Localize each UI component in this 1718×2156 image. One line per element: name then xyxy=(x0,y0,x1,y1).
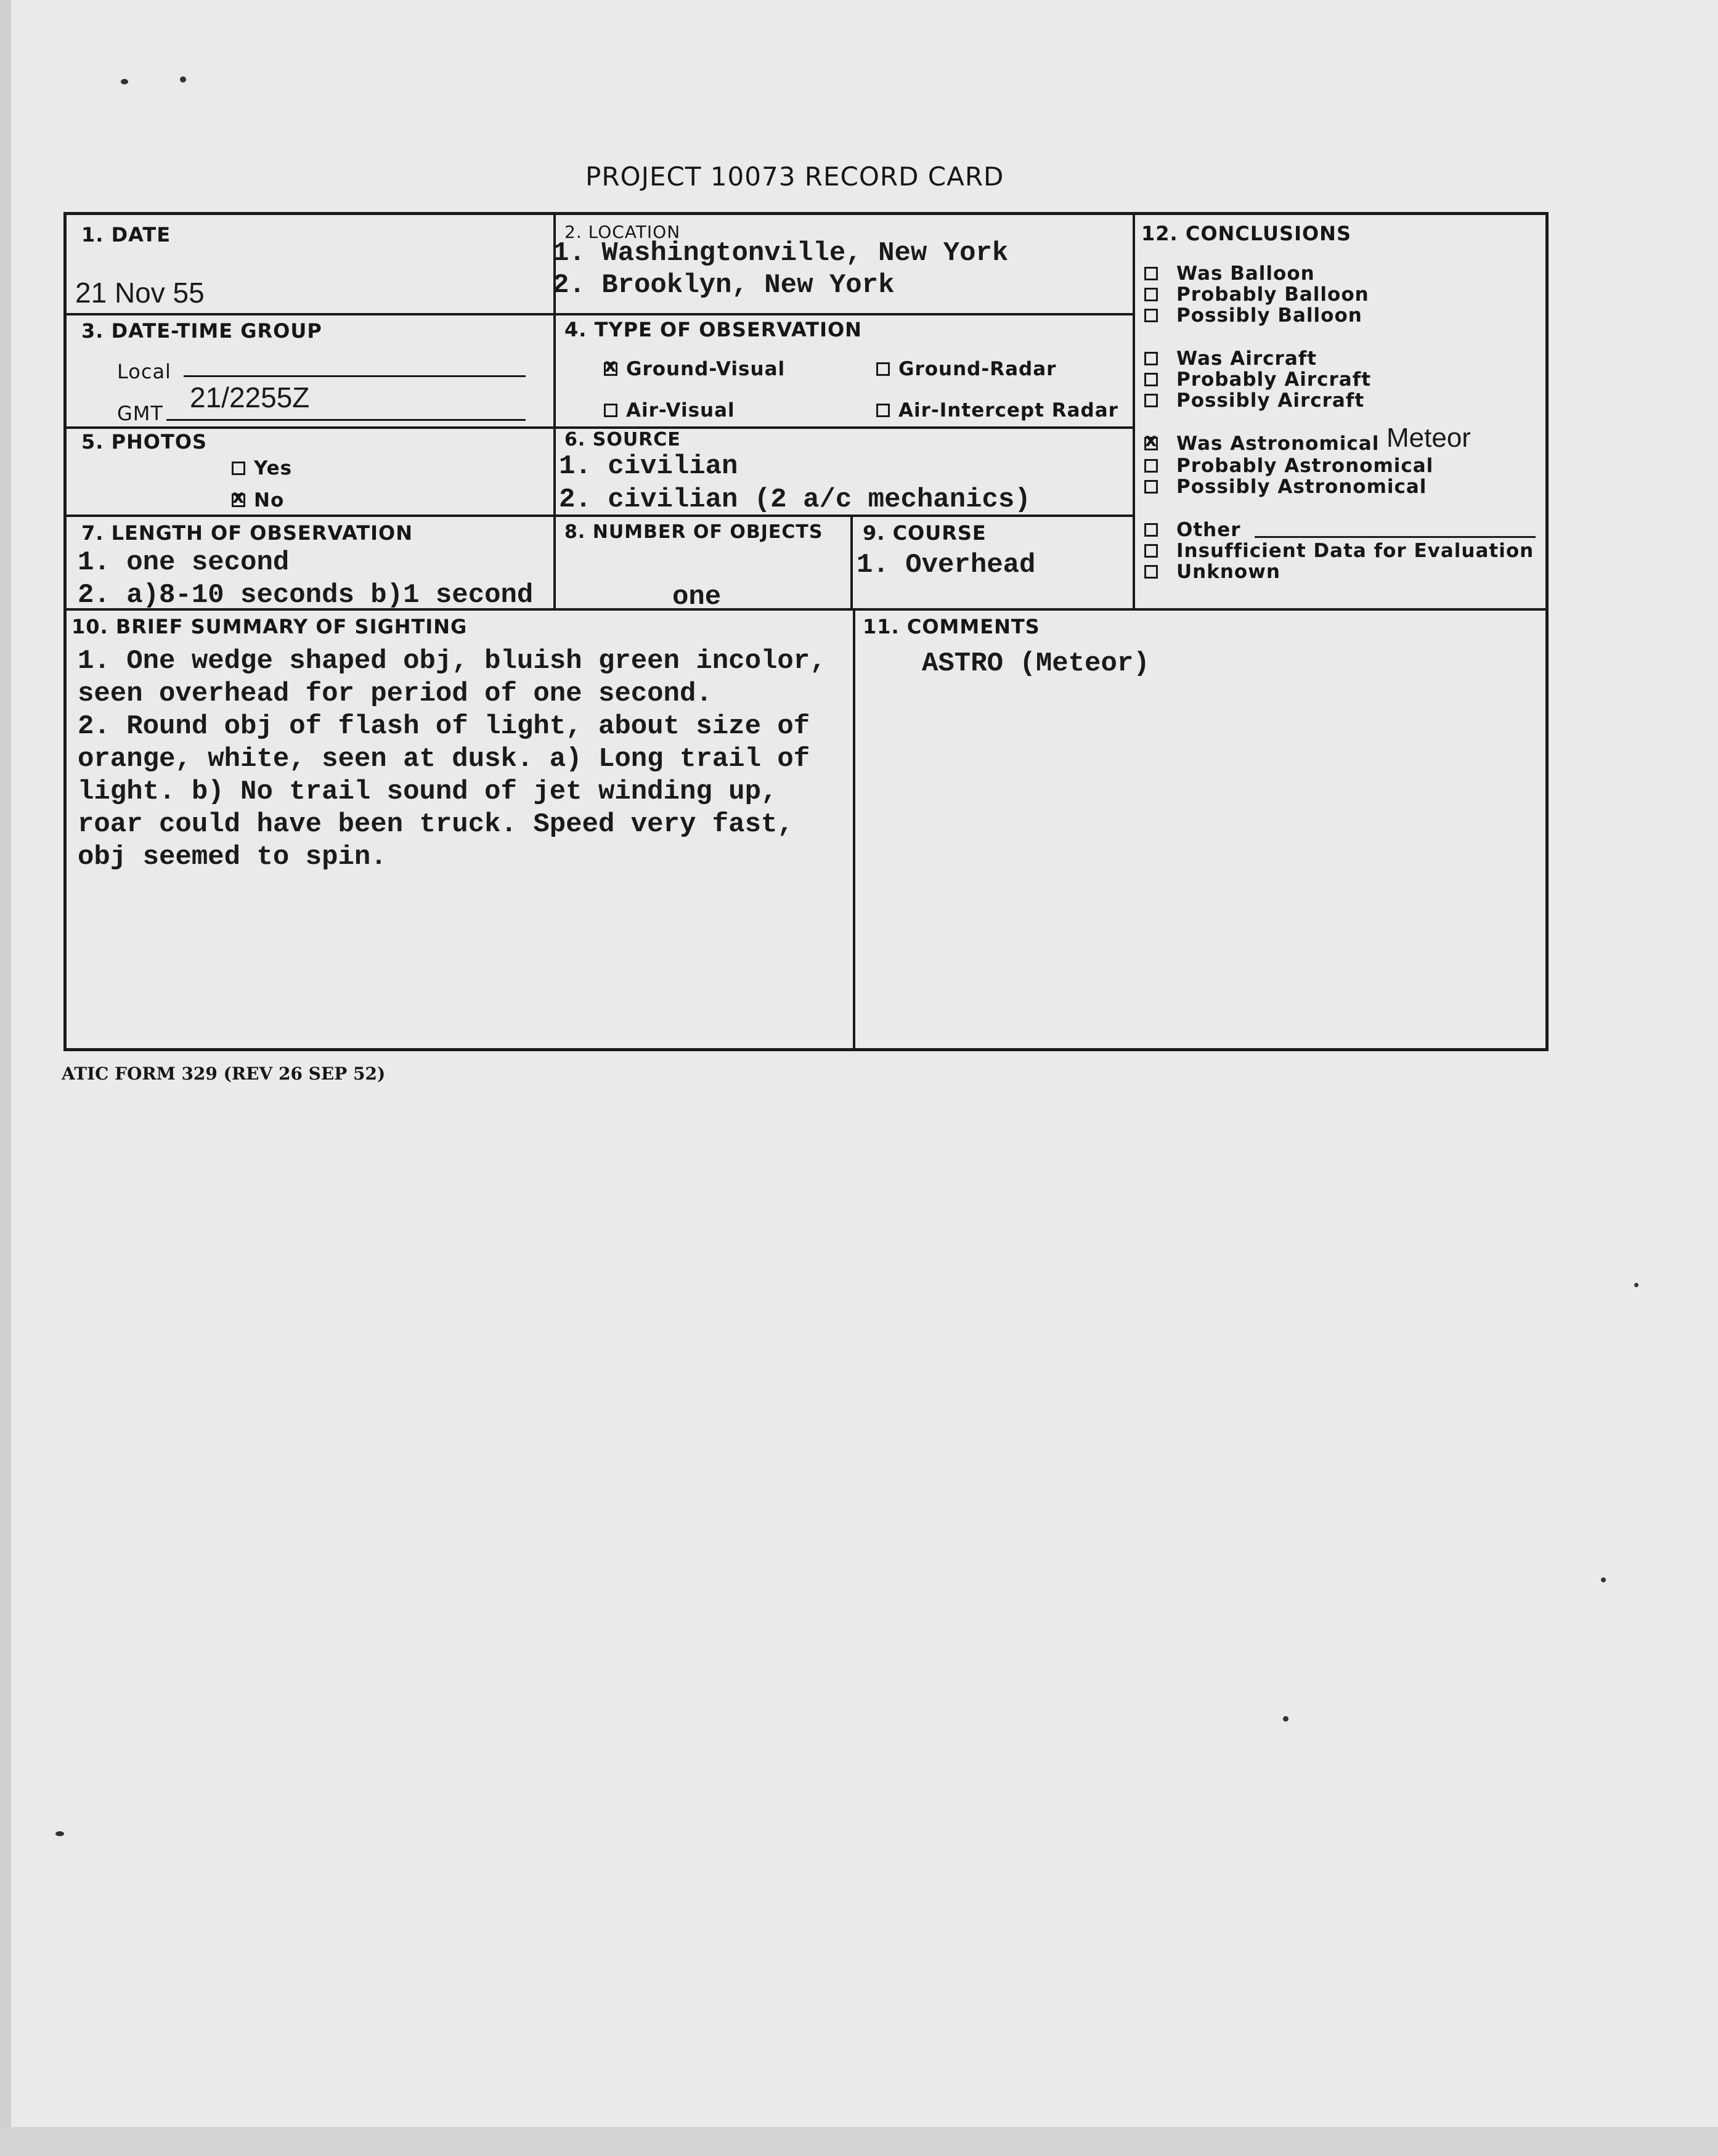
obs-option-label: Ground-Visual xyxy=(626,358,786,380)
conclusion-other[interactable] xyxy=(1144,519,1241,541)
source-label: 6. SOURCE xyxy=(564,429,681,450)
insufficient-data-checkbox[interactable] xyxy=(1144,544,1158,558)
card-title: PROJECT 10073 RECORD CARD xyxy=(585,161,1004,192)
conclusion-probably-astronomical[interactable] xyxy=(1144,455,1433,477)
scan-speck xyxy=(1634,1283,1639,1287)
astronomical-note: Meteor xyxy=(1386,423,1471,453)
location-label: 2. LOCATION xyxy=(564,222,681,242)
scan-speck xyxy=(1601,1577,1606,1582)
conclusion-label: Insufficient Data for Evaluation xyxy=(1176,540,1534,562)
scan-speck xyxy=(121,79,128,84)
obs-option-label: Air-Intercept Radar xyxy=(898,399,1118,421)
conclusion-possibly-balloon[interactable] xyxy=(1144,304,1362,327)
conclusion-label: Unknown xyxy=(1176,561,1280,583)
objects-value: one xyxy=(672,582,722,612)
scan-speck xyxy=(180,76,186,83)
summary-line: light. b) No trail sound of jet winding up, xyxy=(78,776,778,807)
scan-speck xyxy=(1283,1716,1288,1722)
conclusion-label: Probably Balloon xyxy=(1176,283,1369,306)
photos-option-label: No xyxy=(254,489,285,511)
ground-visual-checkbox[interactable] xyxy=(604,362,617,376)
conclusions-label: 12. CONCLUSIONS xyxy=(1141,222,1351,245)
conclusion-label: Probably Astronomical xyxy=(1176,455,1434,477)
length-line-1: 1. one second xyxy=(78,547,290,578)
conclusion-label: Was Astronomical xyxy=(1176,433,1380,455)
source-line-2: 2. civilian (2 a/c mechanics) xyxy=(559,484,1031,515)
location-line-1: 1. Washingtonville, New York xyxy=(553,238,1009,269)
photos-no-checkbox[interactable] xyxy=(232,494,245,507)
divider-col-10-11 xyxy=(853,609,855,1051)
length-label: 7. LENGTH OF OBSERVATION xyxy=(81,521,413,545)
datetime-label: 3. DATE-TIME GROUP xyxy=(81,319,322,343)
comments-label: 11. COMMENTS xyxy=(863,615,1040,638)
datetime-gmt-label: GMT xyxy=(117,402,163,425)
conclusion-label: Probably Aircraft xyxy=(1176,368,1372,391)
divider-row-1 xyxy=(63,313,1134,315)
obs-option-label: Ground-Radar xyxy=(898,358,1057,380)
obs-option-air-intercept-radar[interactable] xyxy=(876,399,1118,421)
divider-col-8-9 xyxy=(850,516,853,609)
photos-yes-checkbox[interactable] xyxy=(232,462,245,475)
unknown-checkbox[interactable] xyxy=(1144,565,1158,579)
length-line-2: 2. a)8-10 seconds b)1 second xyxy=(78,580,534,611)
conclusion-label: Possibly Astronomical xyxy=(1176,476,1427,498)
conclusion-label: Possibly Balloon xyxy=(1176,304,1362,327)
obs-option-ground-radar[interactable] xyxy=(876,358,1056,380)
air-intercept-radar-checkbox[interactable] xyxy=(876,404,890,417)
page-edge-bottom xyxy=(0,2127,1718,2156)
course-value: 1. Overhead xyxy=(857,550,1036,580)
summary-line: roar could have been truck. Speed very fast, xyxy=(78,809,794,840)
summary-line: seen overhead for period of one second. xyxy=(78,678,712,709)
conclusion-probably-balloon[interactable] xyxy=(1144,283,1369,306)
was-astronomical-checkbox[interactable] xyxy=(1144,437,1158,450)
form-id: ATIC FORM 329 (REV 26 SEP 52) xyxy=(62,1064,386,1084)
comments-value: ASTRO (Meteor) xyxy=(922,648,1150,679)
divider-col-conclusions xyxy=(1133,212,1135,609)
conclusion-label: Was Balloon xyxy=(1176,262,1315,285)
datetime-gmt-value: 21/2255Z xyxy=(190,381,310,413)
page-edge-left xyxy=(0,0,11,2156)
scan-speck xyxy=(55,1831,64,1836)
was-aircraft-checkbox[interactable] xyxy=(1144,352,1158,365)
obs-option-air-visual[interactable] xyxy=(604,399,735,421)
possibly-balloon-checkbox[interactable] xyxy=(1144,309,1158,322)
possibly-astronomical-checkbox[interactable] xyxy=(1144,480,1158,494)
conclusion-label: Was Aircraft xyxy=(1176,348,1317,370)
photos-option-no[interactable] xyxy=(232,489,284,511)
conclusion-label: Other xyxy=(1176,519,1241,541)
probably-aircraft-checkbox[interactable] xyxy=(1144,373,1158,386)
datetime-local-label: Local xyxy=(117,360,171,383)
probably-astronomical-checkbox[interactable] xyxy=(1144,459,1158,473)
possibly-aircraft-checkbox[interactable] xyxy=(1144,394,1158,407)
summary-line: 1. One wedge shaped obj, bluish green incolor, xyxy=(78,646,826,677)
photos-option-yes[interactable] xyxy=(232,457,292,479)
other-underline xyxy=(1255,536,1536,538)
summary-line: obj seemed to spin. xyxy=(78,842,387,873)
summary-label: 10. BRIEF SUMMARY OF SIGHTING xyxy=(71,615,468,638)
obs-option-label: Air-Visual xyxy=(626,399,735,421)
conclusion-was-aircraft[interactable] xyxy=(1144,348,1317,370)
photos-label: 5. PHOTOS xyxy=(81,430,208,454)
conclusion-label: Possibly Aircraft xyxy=(1176,389,1365,412)
conclusion-probably-aircraft[interactable] xyxy=(1144,368,1371,391)
probably-balloon-checkbox[interactable] xyxy=(1144,288,1158,301)
source-line-1: 1. civilian xyxy=(559,451,738,482)
summary-line: 2. Round obj of flash of light, about size of xyxy=(78,711,810,742)
conclusion-possibly-astronomical[interactable] xyxy=(1144,476,1427,498)
was-balloon-checkbox[interactable] xyxy=(1144,267,1158,280)
date-label: 1. DATE xyxy=(81,223,171,246)
conclusion-was-balloon[interactable] xyxy=(1144,262,1315,285)
summary-line: orange, white, seen at dusk. a) Long trail of xyxy=(78,744,810,775)
local-underline xyxy=(184,375,526,377)
location-line-2: 2. Brooklyn, New York xyxy=(553,270,895,301)
course-label: 9. COURSE xyxy=(863,521,987,545)
gmt-underline xyxy=(166,419,526,421)
observation-type-label: 4. TYPE OF OBSERVATION xyxy=(564,318,862,341)
other-checkbox[interactable] xyxy=(1144,523,1158,537)
obs-option-ground-visual[interactable] xyxy=(604,358,785,380)
conclusion-was-astronomical[interactable] xyxy=(1144,433,1379,455)
objects-label: 8. NUMBER OF OBJECTS xyxy=(564,521,823,543)
air-visual-checkbox[interactable] xyxy=(604,404,617,417)
date-value: 21 Nov 55 xyxy=(75,277,205,309)
photos-option-label: Yes xyxy=(254,457,293,479)
conclusion-insufficient-data[interactable] xyxy=(1144,540,1534,562)
conclusion-unknown[interactable] xyxy=(1144,561,1280,583)
ground-radar-checkbox[interactable] xyxy=(876,362,890,376)
conclusion-possibly-aircraft[interactable] xyxy=(1144,389,1364,412)
